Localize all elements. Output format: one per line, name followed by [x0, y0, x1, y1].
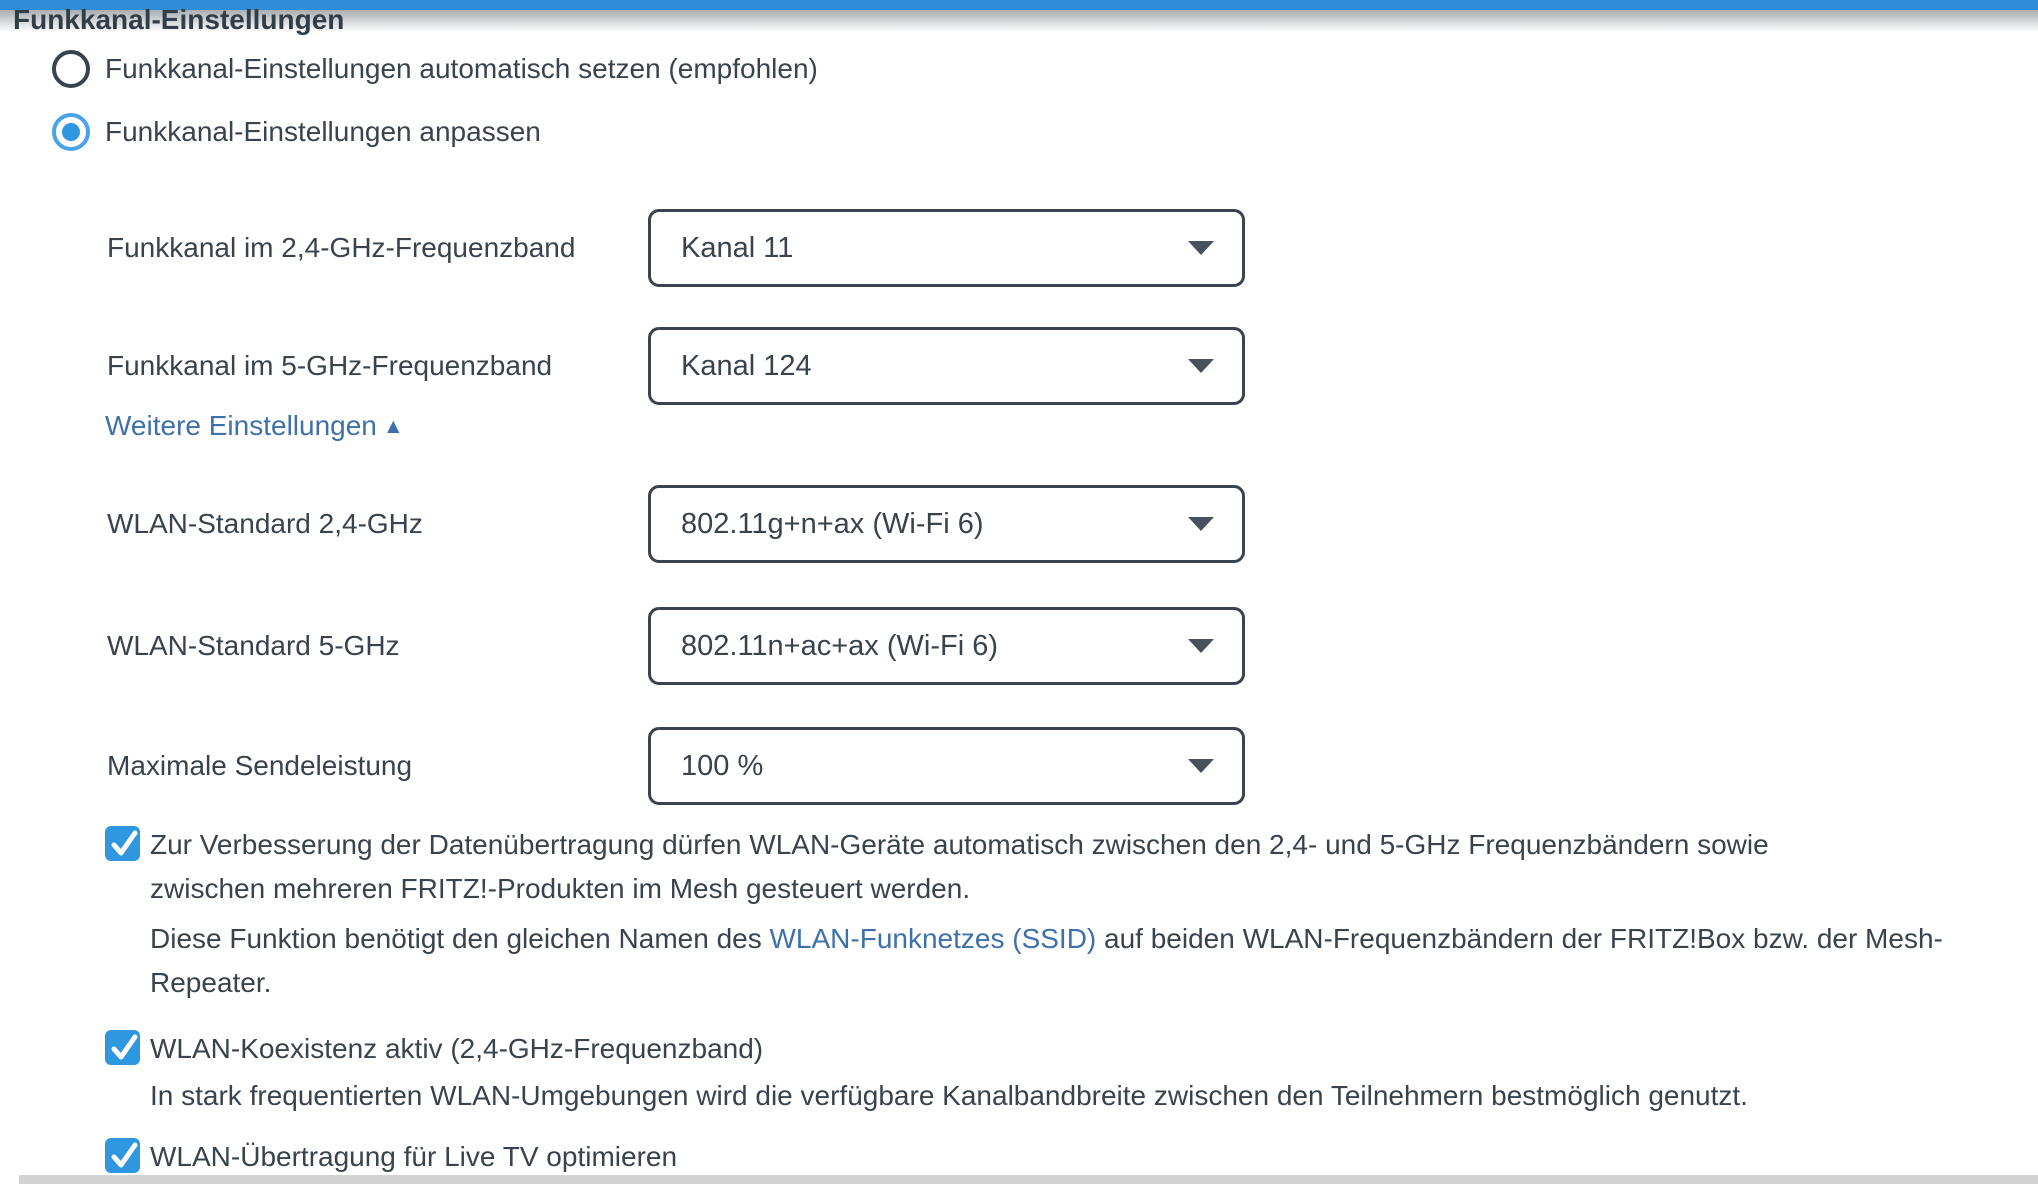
band-steering-label-line1[interactable]: Zur Verbesserung der Datenübertragung dürfen WLAN-Geräte automatisch zwischen den 2,4- und 5-GHz Frequenzbändern sowie: [150, 829, 1769, 860]
max-transmit-power-select[interactable]: [648, 727, 1245, 805]
chevron-up-icon: ▲: [382, 415, 404, 438]
radio-option-manual[interactable]: [52, 113, 541, 151]
band-steering-note-line2: Repeater.: [150, 967, 272, 998]
bottom-scrollbar-track[interactable]: [19, 1175, 2038, 1184]
chevron-down-icon: [1188, 241, 1214, 255]
radio-option-auto[interactable]: [52, 50, 818, 88]
wlan-standard-5ghz-value: 802.11n+ac+ax (Wi-Fi 6): [681, 629, 998, 662]
checkmark-icon: [109, 830, 137, 858]
wlan-standard-24ghz-label: WLAN-Standard 2,4-GHz: [107, 508, 423, 539]
wlan-standard-24ghz-select[interactable]: [648, 485, 1245, 563]
wlan-standard-5ghz-label: WLAN-Standard 5-GHz: [107, 630, 400, 661]
band-steering-note-line1: [150, 921, 1943, 957]
checkmark-icon: [109, 1142, 137, 1170]
note-text-before: Diese Funktion benötigt den gleichen Namen des: [150, 923, 770, 954]
live-tv-label[interactable]: WLAN-Übertragung für Live TV optimieren: [150, 1141, 678, 1172]
radio-option-auto-label: Funkkanal-Einstellungen automatisch setzen (empfohlen): [105, 53, 818, 84]
checkmark-icon: [109, 1034, 137, 1062]
wlan-coexistence-description: In stark frequentierten WLAN-Umgebungen wird die verfügbare Kanalbandbreite zwischen den Teilnehmern bestmöglich genutzt.: [150, 1080, 1748, 1111]
note-text-after: auf beiden WLAN-Frequenzbändern der FRITZ!Box bzw. der Mesh-: [1096, 923, 1943, 954]
chevron-down-icon: [1188, 359, 1214, 373]
wlan-coexistence-checkbox[interactable]: [105, 1030, 140, 1065]
wlan-coexistence-label[interactable]: WLAN-Koexistenz aktiv (2,4-GHz-Frequenzband): [150, 1033, 764, 1064]
max-transmit-power-value: 100 %: [681, 749, 764, 782]
band-steering-checkbox[interactable]: [105, 826, 140, 861]
wlan-funknetz-ssid-link[interactable]: WLAN-Funknetzes (SSID): [769, 923, 1097, 954]
max-transmit-power-label: Maximale Sendeleistung: [107, 750, 413, 781]
channel-5ghz-select[interactable]: [648, 327, 1245, 405]
radio-icon[interactable]: [52, 50, 90, 88]
page-title: Funkkanal-Einstellungen: [13, 4, 345, 35]
live-tv-checkbox[interactable]: [105, 1138, 140, 1173]
channel-5ghz-label: Funkkanal im 5-GHz-Frequenzband: [107, 350, 553, 381]
wlan-standard-24ghz-value: 802.11g+n+ax (Wi-Fi 6): [681, 507, 984, 540]
channel-24ghz-label: Funkkanal im 2,4-GHz-Frequenzband: [107, 232, 576, 263]
channel-24ghz-select[interactable]: [648, 209, 1245, 287]
more-settings-link-label: Weitere Einstellungen: [105, 410, 377, 441]
wlan-standard-5ghz-select[interactable]: [648, 607, 1245, 685]
radio-icon[interactable]: [52, 113, 90, 151]
channel-24ghz-value: Kanal 11: [681, 231, 794, 264]
chevron-down-icon: [1188, 517, 1214, 531]
channel-5ghz-value: Kanal 124: [681, 349, 812, 382]
radio-option-manual-label: Funkkanal-Einstellungen anpassen: [105, 116, 541, 147]
chevron-down-icon: [1188, 759, 1214, 773]
chevron-down-icon: [1188, 639, 1214, 653]
band-steering-label-line2[interactable]: zwischen mehreren FRITZ!-Produkten im Mesh gesteuert werden.: [150, 873, 971, 904]
more-settings-link[interactable]: [105, 408, 404, 447]
